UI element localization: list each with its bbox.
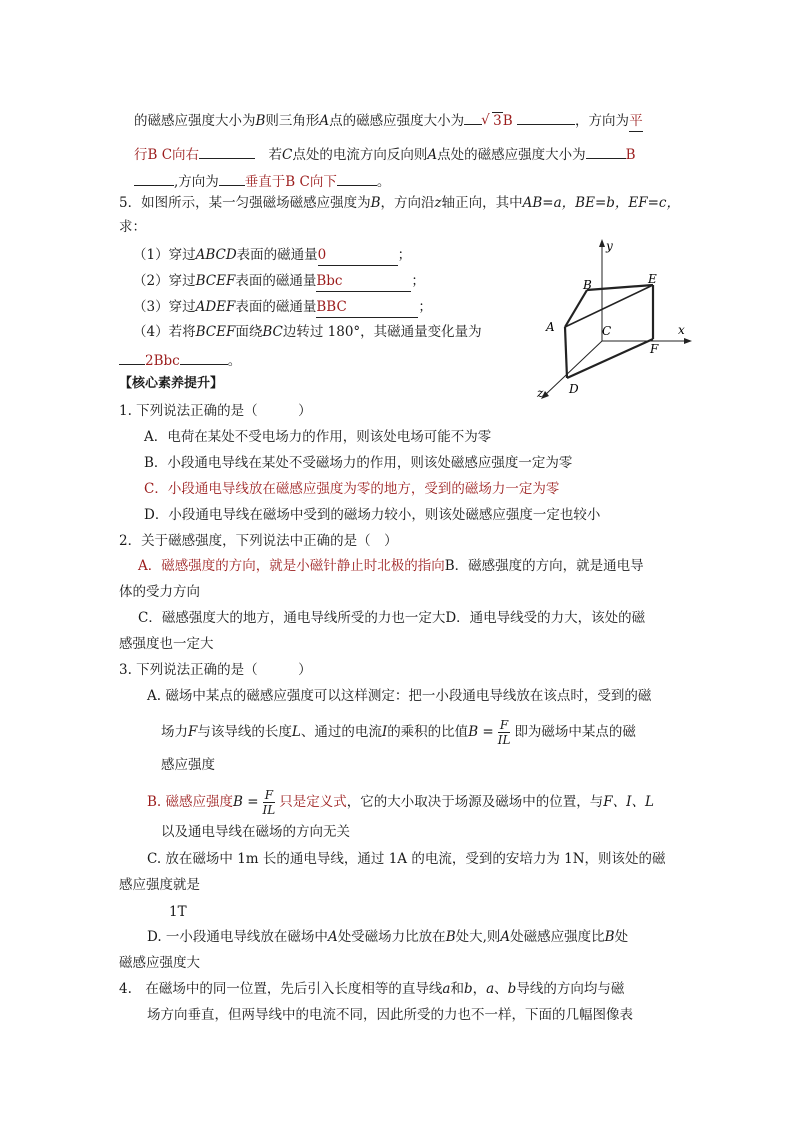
q4-line-1: 4. 在磁场中的同一位置，先后引入长度相等的直导线a和b，a、b导线的方向均与磁 <box>119 981 625 997</box>
label-z: z <box>537 386 544 400</box>
q5-part-3: （3）穿过ADEF表面的磁通量BBC ； <box>133 297 432 318</box>
edge-AD <box>565 327 567 378</box>
q3-option-a-line-2: 场力F与该导线的长度L、通过的电流I的乘积的比值B = $\frac{F}{IL}$ 即为磁场中某点的磁 <box>161 718 636 747</box>
prism-figure <box>530 236 700 406</box>
q2-line-1: A．磁感强度的方向，就是小磁针静止时北极的指向B．磁感强度的方向，就是通电导 <box>138 558 644 574</box>
section-title: 【核心素养提升】 <box>119 376 224 391</box>
q2-stem: 2．关于磁感强度，下列说法中正确的是（ ） <box>119 533 398 549</box>
q2-line-3: C．磁感强度大的地方，通电导线所受的力也一定大D．通电导线受的力大，该处的磁 <box>138 610 646 626</box>
q5-ask: 求： <box>119 219 146 235</box>
q2-line-4: 感强度也一定大 <box>119 636 214 652</box>
q5-stem: 5．如图所示，某一匀强磁场磁感应强度为B，方向沿z轴正向，其中AB=a，BE=b，EF=c， <box>119 195 680 211</box>
q3-option-d-line-1: D. 一小段通电导线放在磁场中A处受磁场力比放在B处大,则A处磁感应强度比B处 <box>147 929 629 945</box>
q1-option-a: A．电荷在某处不受电场力的作用，则该处电场可能不为零 <box>144 429 492 445</box>
q5-part-4: （4）若将BCEF面绕BC边转过 180°，其磁通量变化量为 <box>133 324 482 340</box>
q2-line-2: 体的受力方向 <box>119 584 200 600</box>
x-arrow-icon <box>684 338 692 344</box>
label-C: C <box>602 324 612 338</box>
label-D: D <box>569 382 579 396</box>
fraction-F-over-IL-2: $\frac{F}{IL}$ <box>262 788 276 817</box>
q1-option-c: C．小段通电导线放在磁感应强度为零的地方，受到的磁场力一定为零 <box>144 481 560 497</box>
sqrt-symbol: √ 3 <box>482 111 503 131</box>
q3-option-b-line-1: B. 磁感应强度B = $\frac{F}{IL}$ 只是定义式，它的大小取决于场源及磁场中的位置，与F、I、L <box>147 788 654 817</box>
q1-option-b: B．小段通电导线在某处不受磁场力的作用，则该处磁感应强度一定为零 <box>144 455 573 471</box>
q3-option-c-line-1: C. 放在磁场中 1m 长的通电导线，通过 1A 的电流，受到的安培力为 1N，则该处的磁 <box>147 851 666 867</box>
q3-stem: 3. 下列说法正确的是（ ） <box>119 662 312 678</box>
q1-option-d: D．小段通电导线在磁场中受到的磁场力较小，则该处磁感应强度一定也较小 <box>144 507 601 523</box>
q5-part-2: （2）穿过BCEF表面的磁通量Bbc ； <box>133 271 425 292</box>
prev-line-3: ,方向为 垂直于B C向下 。 <box>134 169 390 192</box>
q3-option-c-line-3: 1T <box>169 904 187 920</box>
prev-line-2: 行B C向右 若C点处的电流方向反向则A点处的磁感应强度大小为 B <box>134 142 636 165</box>
prev-line-1: 的磁感应强度大小为B则三角形A点的磁感应强度大小为√ 3B ，方向为平 <box>134 108 643 132</box>
y-arrow-icon <box>599 239 605 247</box>
q3-option-d-line-2: 磁感应强度大 <box>119 955 200 971</box>
q3-option-b-line-2: 以及通电导线在磁场的方向无关 <box>161 824 350 840</box>
q1-stem: 1. 下列说法正确的是（ ） <box>119 403 312 419</box>
q3-option-a-line-1: A. 磁场中某点的磁感应强度可以这样测定：把一小段通电导线放在该点时，受到的磁 <box>147 688 652 704</box>
q3-option-c-line-2: 感应强度就是 <box>119 877 200 893</box>
q3-option-a-line-3: 感应强度 <box>161 757 215 773</box>
label-y: y <box>606 239 613 253</box>
edge-DF <box>567 339 653 378</box>
label-A: A <box>546 320 555 334</box>
label-E: E <box>648 272 657 286</box>
label-x: x <box>678 323 685 337</box>
label-F: F <box>650 342 659 356</box>
fraction-F-over-IL: $\frac{F}{IL}$ <box>497 718 511 747</box>
label-B: B <box>583 278 592 292</box>
q4-line-2: 场方向垂直，但两导线中的电流不同，因此所受的力也不一样，下面的几幅图像表 <box>147 1007 633 1023</box>
q5-part-1: （1）穿过ABCD表面的磁通量0 ； <box>133 245 411 266</box>
q5-part-4-answer: 2Bbc 。 <box>119 348 241 371</box>
